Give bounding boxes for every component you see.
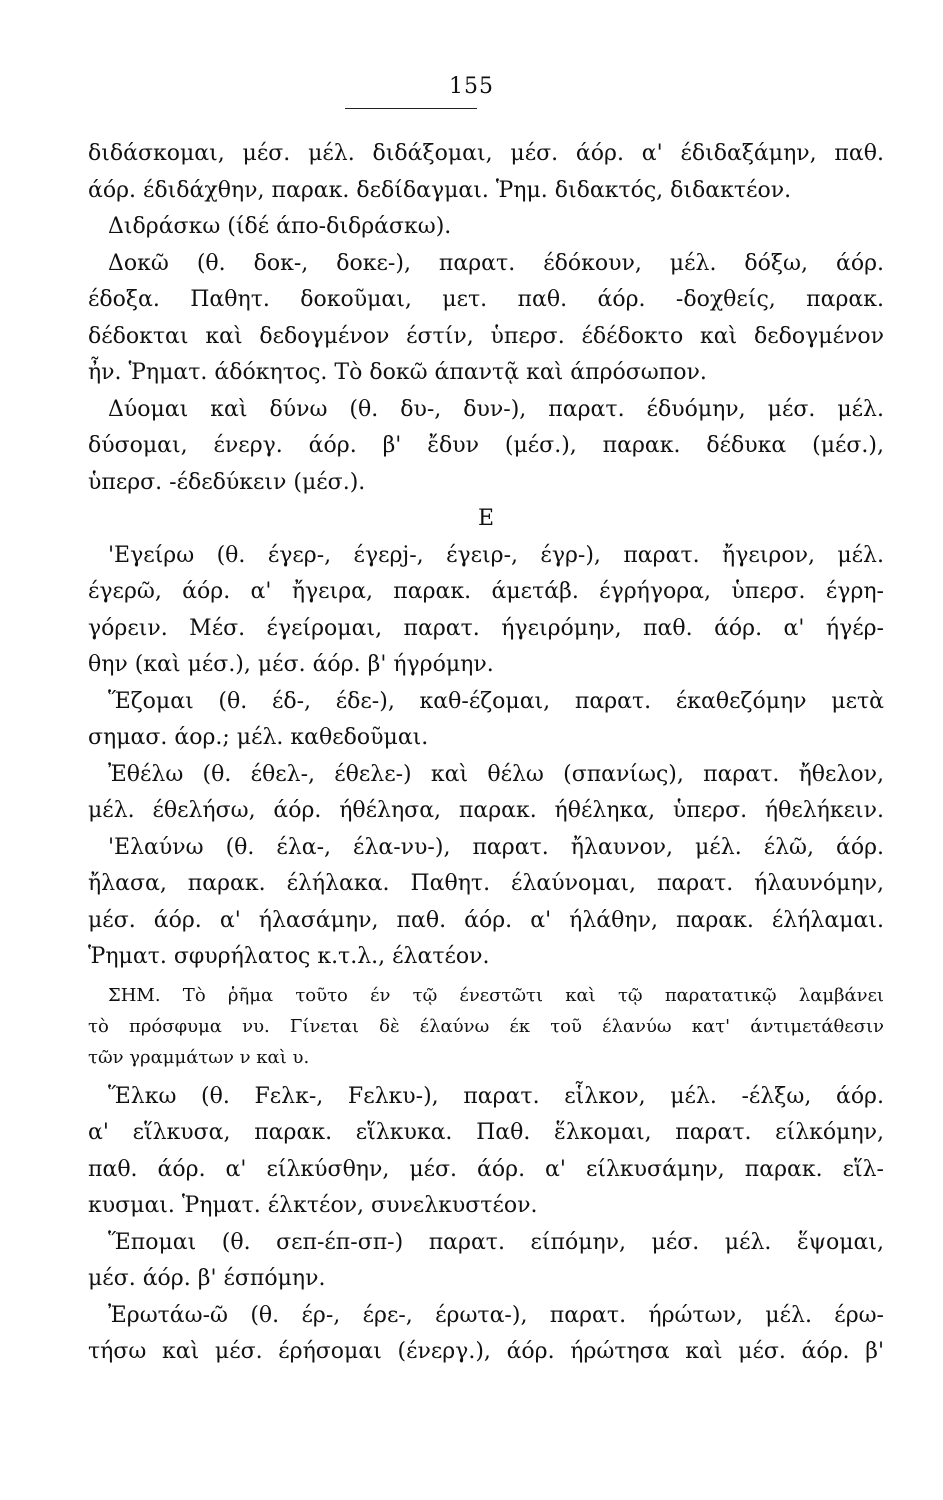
entry-line: Ἕζομαι (θ. έδ-, έδε-), καθ-έζομαι, παρατ. έκαθεζόμην μετὰ xyxy=(108,688,884,714)
page-number: 155 xyxy=(449,74,494,99)
text-line: παθ. άόρ. α' είλκύσθην, μέσ. άόρ. α' είλκυσάμην, παρακ. εἵλ- xyxy=(88,1156,884,1182)
text-line: γόρειν. Μέσ. έγείρομαι, παρατ. ήγειρόμην, παθ. άόρ. α' ήγέρ- xyxy=(88,615,884,641)
entry-line: Διδράσκω (ίδέ άπο-διδράσκω). xyxy=(108,214,452,239)
text-line: μέσ. άόρ. α' ήλασάμην, παθ. άόρ. α' ήλάθην, παρακ. έλήλαμαι. xyxy=(88,907,884,933)
entry-line: Ἐρωτάω-ῶ (θ. έρ-, έρε-, έρωτα-), παρατ. ήρώτων, μέλ. έρω- xyxy=(108,1302,884,1328)
entry-line: Δύομαι καὶ δύνω (θ. δυ-, δυν-), παρατ. έδυόμην, μέσ. μέλ. xyxy=(108,396,884,422)
note-line: τὸ πρόσφυμα νυ. Γίνεται δὲ έλαύνω έκ τοῦ έλανύω κατ' άντιμετάθεσιν xyxy=(88,1015,884,1037)
text-line: τήσω καὶ μέσ. έρήσομαι (ένεργ.), άόρ. ήρώτησα καὶ μέσ. άόρ. β' xyxy=(88,1339,884,1364)
text-line: θην (καὶ μέσ.), μέσ. άόρ. β' ήγρόμην. xyxy=(88,652,494,677)
text-line: ὑπερσ. -έδεδύκειν (μέσ.). xyxy=(88,469,366,495)
entry-line: Ἕλκω (θ. Fελκ-, Fελκυ-), παρατ. εἷλκον, μέλ. -έλξω, άόρ. xyxy=(108,1083,884,1109)
note-line: τῶν γραμμάτων ν καὶ υ. xyxy=(88,1046,310,1068)
text-line: ἦν. Ῥηματ. άδόκητος. Τὸ δοκῶ άπαντᾷ καὶ άπρόσωπον. xyxy=(88,360,707,385)
text-line: δέδοκται καὶ δεδογμένον έστίν, ὑπερσ. έδέδοκτο καὶ δεδογμένον xyxy=(88,323,884,349)
entry-line: Δοκῶ (θ. δοκ-, δοκε-), παρατ. έδόκουν, μέλ. δόξω, άόρ. xyxy=(108,250,884,276)
text-line: α' εἵλκυσα, παρακ. εἵλκυκα. Παθ. ἕλκομαι, παρατ. είλκόμην, xyxy=(88,1120,884,1145)
text-line: σημασ. άορ.; μέλ. καθεδοῦμαι. xyxy=(88,725,429,750)
text-line: έγερῶ, άόρ. α' ἤγειρα, παρακ. άμετάβ. έγρήγορα, ὑπερσ. έγρη- xyxy=(88,579,884,604)
text-line: διδάσκομαι, μέσ. μέλ. διδάξομαι, μέσ. άόρ. α' έδιδαξάμην, παθ. xyxy=(88,141,884,166)
entry-line: 'Ελαύνω (θ. έλα-, έλα-νυ-), παρατ. ἤλαυνον, μέλ. έλῶ, άόρ. xyxy=(108,834,884,860)
text-line: κυσμαι. Ῥηματ. έλκτέον, συνελκυστέον. xyxy=(88,1193,538,1218)
entry-line: Ἐθέλω (θ. έθελ-, έθελε-) καὶ θέλω (σπανίως), παρατ. ἤθελον, xyxy=(108,761,884,787)
text-line: δύσομαι, ένεργ. άόρ. β' ἔδυν (μέσ.), παρακ. δέδυκα (μέσ.), xyxy=(88,433,884,458)
text-line: ἤλασα, παρακ. έλήλακα. Παθητ. έλαύνομαι, παρατ. ήλαυνόμην, xyxy=(88,871,884,896)
entry-line: Ἕπομαι (θ. σεπ-έπ-σπ-) παρατ. είπόμην, μέσ. μέλ. ἕψομαι, xyxy=(108,1229,884,1255)
header-rule xyxy=(345,108,477,109)
section-heading: Ε xyxy=(477,506,495,531)
note-line: ΣΗΜ. Τὸ ῥῆμα τοῦτο έν τῷ ένεστῶτι καὶ τῷ παρατατικῷ λαμβάνει xyxy=(108,984,884,1006)
note-block xyxy=(88,980,884,1073)
text-line: έδοξα. Παθητ. δοκοῦμαι, μετ. παθ. άόρ. -δοχθείς, παρακ. xyxy=(88,287,884,312)
text-line: άόρ. έδιδάχθην, παρακ. δεδίδαγμαι. Ῥημ. διδακτός, διδακτέον. xyxy=(88,177,792,203)
text-line: μέσ. άόρ. β' έσπόμην. xyxy=(88,1266,326,1291)
text-line: Ῥηματ. σφυρήλατος κ.τ.λ., έλατέον. xyxy=(88,944,490,969)
entry-line: 'Εγείρω (θ. έγερ-, έγερj-, έγειρ-, έγρ-), παρατ. ἤγειρον, μέλ. xyxy=(108,542,884,568)
page-body xyxy=(88,136,884,1371)
text-line: μέλ. έθελήσω, άόρ. ήθέλησα, παρακ. ήθέληκα, ὑπερσ. ήθελήκειν. xyxy=(88,798,884,823)
